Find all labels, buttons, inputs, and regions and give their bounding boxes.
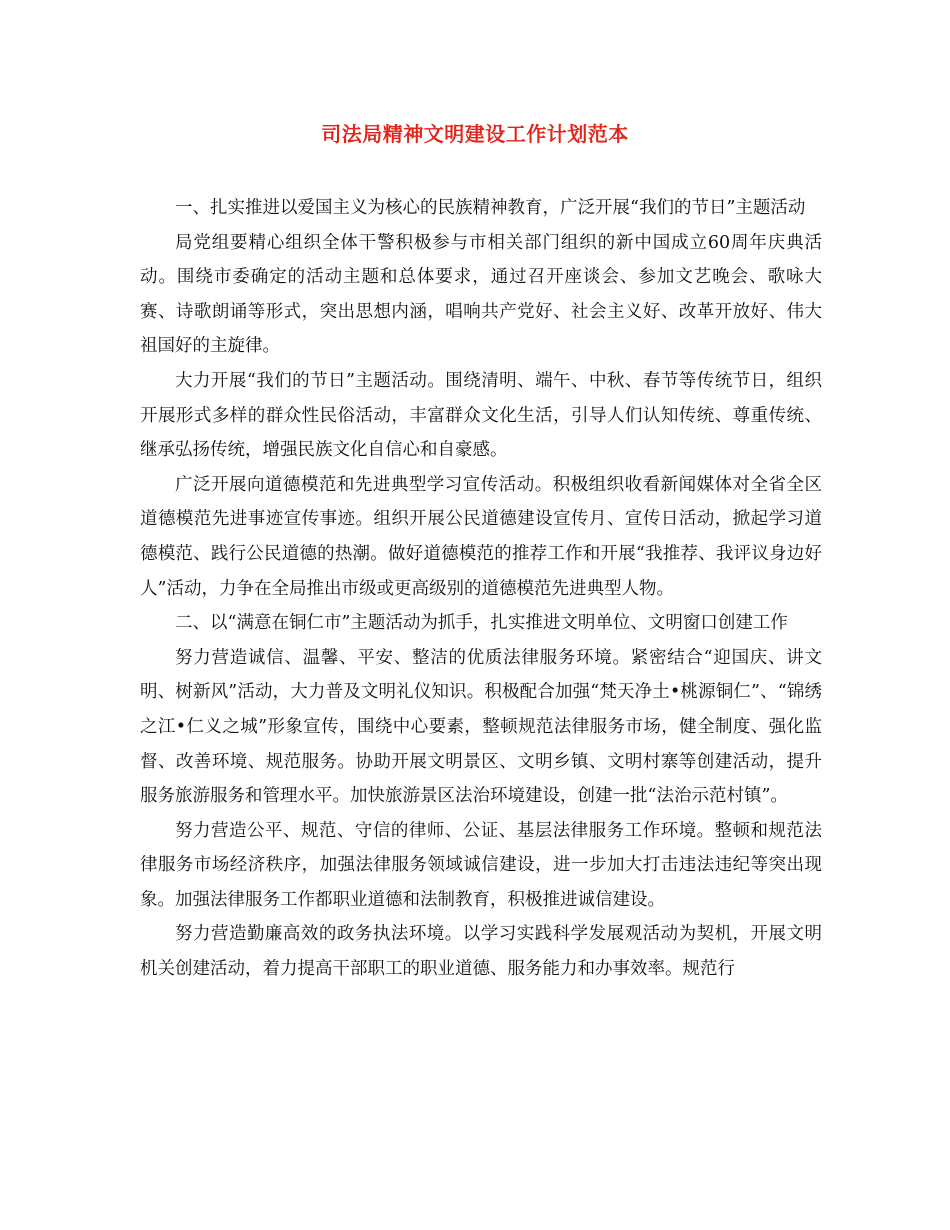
document-title: 司法局精神文明建设工作计划范本 xyxy=(321,122,629,146)
document-body xyxy=(140,191,822,987)
paragraph: 努力营造公平、规范、守信的律师、公证、基层法律服务工作环境。整顿和规范法律服务市场经济秩序，加强法律服务领域诚信建设，进一步加大打击违法违纪等突出现象。加强法律服务工作都职业道德和法制教育，积极推进诚信建设。 xyxy=(140,820,822,910)
paragraph: 努力营造勤廉高效的政务执法环境。以学习实践科学发展观活动为契机，开展文明机关创建活动，着力提高干部职工的职业道德、服务能力和办事效率。规范行 xyxy=(140,924,822,980)
paragraph: 努力营造诚信、温馨、平安、整洁的优质法律服务环境。紧密结合“迎国庆、讲文明、树新风”活动，大力普及文明礼仪知识。积极配合加强“梵天净土•桃源铜仁”、“锦绣之江•仁义之城”形象宣传，围绕中心要素，整顿规范法律服务市场，健全制度、强化监督、改善环境、规范服务。协助开展文明景区、文明乡镇、文明村寨等创建活动，提升服务旅游服务和管理水平。加快旅游景区法治环境建设，创建一批“法治示范村镇”。 xyxy=(140,647,822,807)
paragraph: 大力开展“我们的节日”主题活动。围绕清明、端午、中秋、春节等传统节日，组织开展形式多样的群众性民俗活动，丰富群众文化生活，引导人们认知传统、尊重传统、继承弘扬传统，增强民族文化自信心和自豪感。 xyxy=(140,370,822,461)
heading-section-1: 一、扎实推进以爱国主义为核心的民族精神教育，广泛开展“我们的节日”主题活动 xyxy=(175,198,806,218)
heading-section-2: 二、以“满意在铜仁市”主题活动为抓手，扎实推进文明单位、文明窗口创建工作 xyxy=(175,613,788,634)
paragraph: 广泛开展向道德模范和先进典型学习宣传活动。积极组织收看新闻媒体对全省全区道德模范先进事迹宣传事迹。组织开展公民道德建设宣传月、宣传日活动，掀起学习道德模范、践行公民道德的热潮。做好道德模范的推荐工作和开展“我推荐、我评议身边好人”活动，力争在全局推出市级或更高级别的道德模范先进典型人物。 xyxy=(140,474,822,599)
paragraph: 局党组要精心组织全体干警积极参与市相关部门组织的新中国成立60周年庆典活动。围绕市委确定的活动主题和总体要求，通过召开座谈会、参加文艺晚会、歌咏大赛、诗歌朗诵等形式，突出思想内涵，唱响共产党好、社会主义好、改革开放好、伟大祖国好的主旋律。 xyxy=(140,232,822,357)
